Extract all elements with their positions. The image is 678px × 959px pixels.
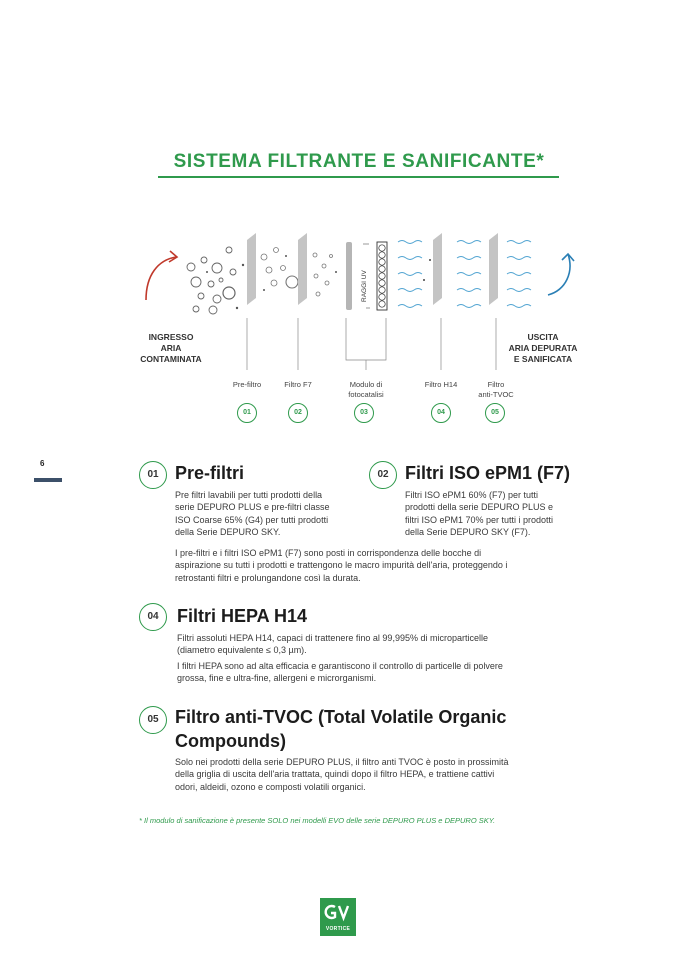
inlet-label: INGRESSO ARIA CONTAMINATA bbox=[140, 332, 202, 364]
uv-label: RAGGI UV bbox=[361, 270, 368, 302]
section-badge-02: 02 bbox=[369, 461, 397, 489]
section-title-iso-epm1: Filtri ISO ePM1 (F7) bbox=[405, 463, 571, 483]
stage-badge: 05 bbox=[485, 403, 505, 423]
hepa-filter-icon bbox=[433, 233, 442, 305]
page-number: 6 bbox=[40, 459, 45, 468]
section-badge-01: 01 bbox=[139, 461, 167, 489]
section-text-prefiltri: Pre filtri lavabili per tutti prodotti della serie DEPURO PLUS e pre-filtri classe ISO Coarse 65% (G4) per tutti prodotti della Serie DEPURO SKY. bbox=[175, 490, 330, 538]
particles-icon bbox=[187, 247, 236, 314]
logo-text: VORTICE bbox=[325, 926, 351, 932]
outlet-arrow-icon bbox=[548, 254, 570, 295]
section-text-iso-epm1: Filtri ISO ePM1 60% (F7) per tutti prodotti della serie DEPURO PLUS e filtri ISO ePM1 70% per tutti i prodotti della Serie DEPURO SKY (F7). bbox=[405, 490, 554, 538]
footnote: * Il modulo di sanificazione è presente SOLO nei modelli EVO delle serie DEPURO PLUS e DEPURO SKY. bbox=[139, 816, 496, 825]
stage-label-h14: Filtro H14 bbox=[424, 380, 458, 389]
stage-label-tvoc: Filtro anti-TVOC bbox=[478, 380, 514, 399]
title-underline bbox=[158, 176, 559, 178]
airflow-waves-icon bbox=[398, 241, 531, 308]
stage-badge: 01 bbox=[237, 403, 257, 423]
section-text-tvoc: Solo nei prodotti della serie DEPURO PLUS, il filtro anti TVOC è posto in prossimità della griglia di uscita dell'aria trattata, quindi dopo il filtro HEPA, e trattiene cattivi odori, aldeidi, ozono e composti volatili organici. bbox=[175, 757, 509, 792]
f7-filter-icon bbox=[298, 233, 307, 305]
page-title: SISTEMA FILTRANTE E SANIFICANTE* bbox=[173, 151, 545, 172]
section-badge-04: 04 bbox=[139, 603, 167, 631]
stage-badge: 03 bbox=[354, 403, 374, 423]
section-badge-05: 05 bbox=[139, 706, 167, 734]
section-text-hepa: Filtri assoluti HEPA H14, capaci di trattenere fino al 99,995% di microparticelle (diametro equivalente ≤ 0,3 µm). bbox=[177, 633, 488, 656]
stage-badge: 02 bbox=[288, 403, 308, 423]
outlet-arrowhead-icon bbox=[562, 254, 574, 261]
section-title-prefiltri: Pre-filtri bbox=[175, 463, 245, 483]
section-text-hepa-2: I filtri HEPA sono ad alta efficacia e garantiscono il controllo di particelle di polvere grossa, fine e ultra-fine, allergeni e microrganismi. bbox=[177, 661, 503, 684]
section-title-tvoc: Filtro anti-TVOC (Total Volatile Organic Compounds) bbox=[175, 707, 507, 751]
inlet-arrow-icon bbox=[146, 257, 176, 300]
section-title-hepa: Filtri HEPA H14 bbox=[177, 606, 308, 626]
stage-label-prefilter: Pre-filtro bbox=[232, 380, 262, 389]
stage-label-f7: Filtro F7 bbox=[284, 380, 312, 389]
particles-small-icon bbox=[261, 248, 298, 289]
common-paragraph: I pre-filtri e i filtri ISO ePM1 (F7) sono posti in corrispondenza delle bocche di aspirazione su tutti i prodotti e trattengono le macro impurità dell'aria, proteggendo i retrostanti filtri e prolungandone così la durata. bbox=[175, 548, 508, 583]
outlet-label: USCITA ARIA DEPURATA E SANIFICATA bbox=[508, 332, 578, 364]
vortice-logo-mark-icon bbox=[320, 898, 356, 926]
stage-badge: 04 bbox=[431, 403, 451, 423]
tvoc-filter-icon bbox=[489, 233, 498, 305]
page-marker-bar bbox=[34, 478, 62, 482]
stage-label-photocatalysis: Modulo di fotocatalisi bbox=[348, 380, 384, 399]
vortice-logo-icon bbox=[320, 898, 356, 936]
uv-lamp-icon bbox=[346, 242, 352, 310]
inlet-arrowhead-icon bbox=[169, 251, 177, 262]
prefilter-icon bbox=[247, 233, 256, 305]
